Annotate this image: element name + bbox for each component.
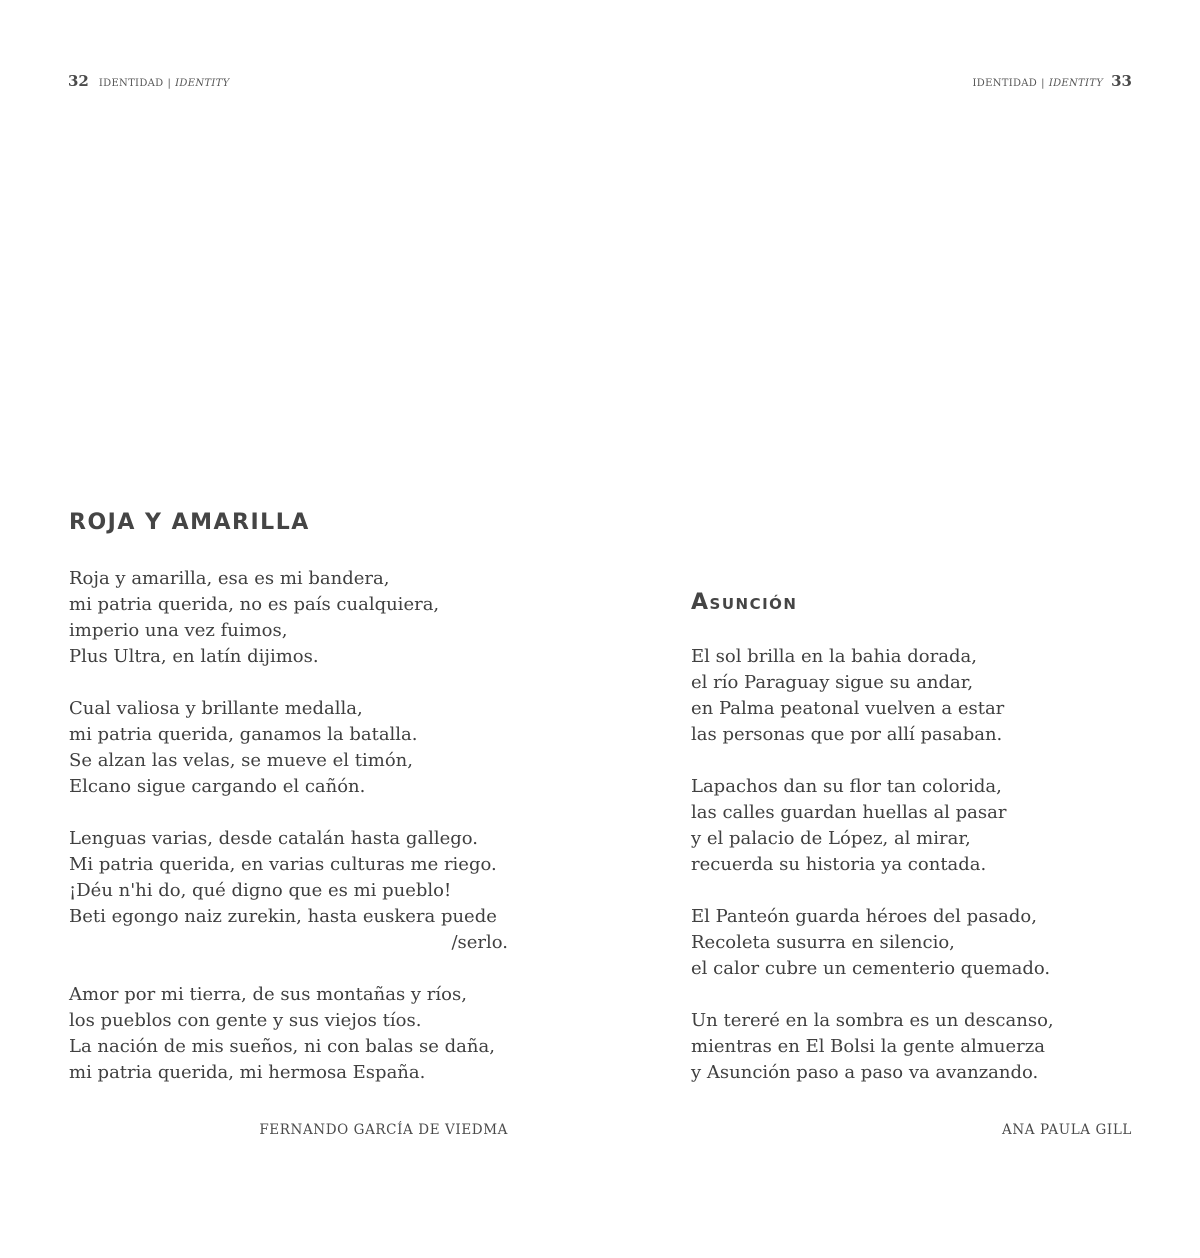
stanza xyxy=(691,904,1136,982)
poem-line: el calor cubre un cementerio quemado. xyxy=(691,958,1051,979)
stanza xyxy=(691,774,1136,878)
poem-line: y Asunción paso a paso va avanzando. xyxy=(691,1062,1039,1083)
poem-line: las personas que por allí pasaban. xyxy=(691,724,1003,745)
poem-line: Lenguas varias, desde catalán hasta gallego. xyxy=(69,828,478,849)
poem-line: mientras en El Bolsi la gente almuerza xyxy=(691,1036,1045,1057)
separator: | xyxy=(1041,78,1045,89)
poem-line: Beti egongo naiz zurekin, hasta euskera puede xyxy=(69,906,497,927)
stanza xyxy=(691,644,1136,748)
poem-line: Lapachos dan su flor tan colorida, xyxy=(691,776,1002,797)
stanza xyxy=(69,566,514,670)
poem-line: Amor por mi tierra, de sus montañas y ríos, xyxy=(69,984,467,1005)
poem-line: El Panteón guarda héroes del pasado, xyxy=(691,906,1037,927)
section-title-en: IDENTITY xyxy=(175,78,230,89)
poem-author: ANA PAULA GILL xyxy=(1001,1122,1132,1138)
poem-line: Recoleta susurra en silencio, xyxy=(691,932,955,953)
section-title-es: IDENTIDAD xyxy=(98,78,164,89)
poem-roja-y-amarilla xyxy=(69,510,514,1112)
stanza xyxy=(69,826,514,956)
poem-line: recuerda su historia ya contada. xyxy=(691,854,987,875)
poem-line: El sol brilla en la bahia dorada, xyxy=(691,646,977,667)
poem-line: mi patria querida, mi hermosa España. xyxy=(69,1062,426,1083)
running-head-left xyxy=(68,72,229,90)
poem-author: FERNANDO GARCÍA DE VIEDMA xyxy=(259,1122,508,1138)
poem-asuncion xyxy=(691,590,1136,1112)
poem-line: y el palacio de López, al mirar, xyxy=(691,828,971,849)
stanza xyxy=(69,982,514,1086)
poem-title: ROJA Y AMARILLA xyxy=(69,510,310,535)
poem-line: Se alzan las velas, se mueve el timón, xyxy=(69,750,413,771)
running-head-right xyxy=(973,72,1132,90)
poem-line: los pueblos con gente y sus viejos tíos. xyxy=(69,1010,422,1031)
poem-line: Roja y amarilla, esa es mi bandera, xyxy=(69,568,390,589)
separator: | xyxy=(167,78,172,89)
poem-line: Mi patria querida, en varias culturas me riego. xyxy=(69,854,497,875)
stanza xyxy=(691,1008,1136,1086)
poem-line: imperio una vez fuimos, xyxy=(69,620,288,641)
page-number: 32 xyxy=(68,72,89,90)
poem-line: mi patria querida, no es país cualquiera, xyxy=(69,594,440,615)
poem-line: La nación de mis sueños, ni con balas se daña, xyxy=(69,1036,495,1057)
poem-line: Un tereré en la sombra es un descanso, xyxy=(691,1010,1054,1031)
right-page xyxy=(600,0,1200,1258)
poem-line: mi patria querida, ganamos la batalla. xyxy=(69,724,418,745)
poem-line: el río Paraguay sigue su andar, xyxy=(691,672,974,693)
poem-title: Asunción xyxy=(691,590,798,615)
poem-line: Elcano sigue cargando el cañón. xyxy=(69,776,366,797)
poem-line: en Palma peatonal vuelven a estar xyxy=(691,698,1005,719)
poem-line: Cual valiosa y brillante medalla, xyxy=(69,698,363,719)
section-title-es: IDENTIDAD xyxy=(972,78,1038,89)
section-title-en: IDENTITY xyxy=(1048,78,1104,89)
stanza xyxy=(69,696,514,800)
poem-line: Plus Ultra, en latín dijimos. xyxy=(69,646,319,667)
poem-line: las calles guardan huellas al pasar xyxy=(691,802,1007,823)
page-number: 33 xyxy=(1111,72,1132,90)
poem-line-continuation: /serlo. xyxy=(451,932,508,953)
poem-line: ¡Déu n'hi do, qué digno que es mi pueblo! xyxy=(69,880,452,901)
